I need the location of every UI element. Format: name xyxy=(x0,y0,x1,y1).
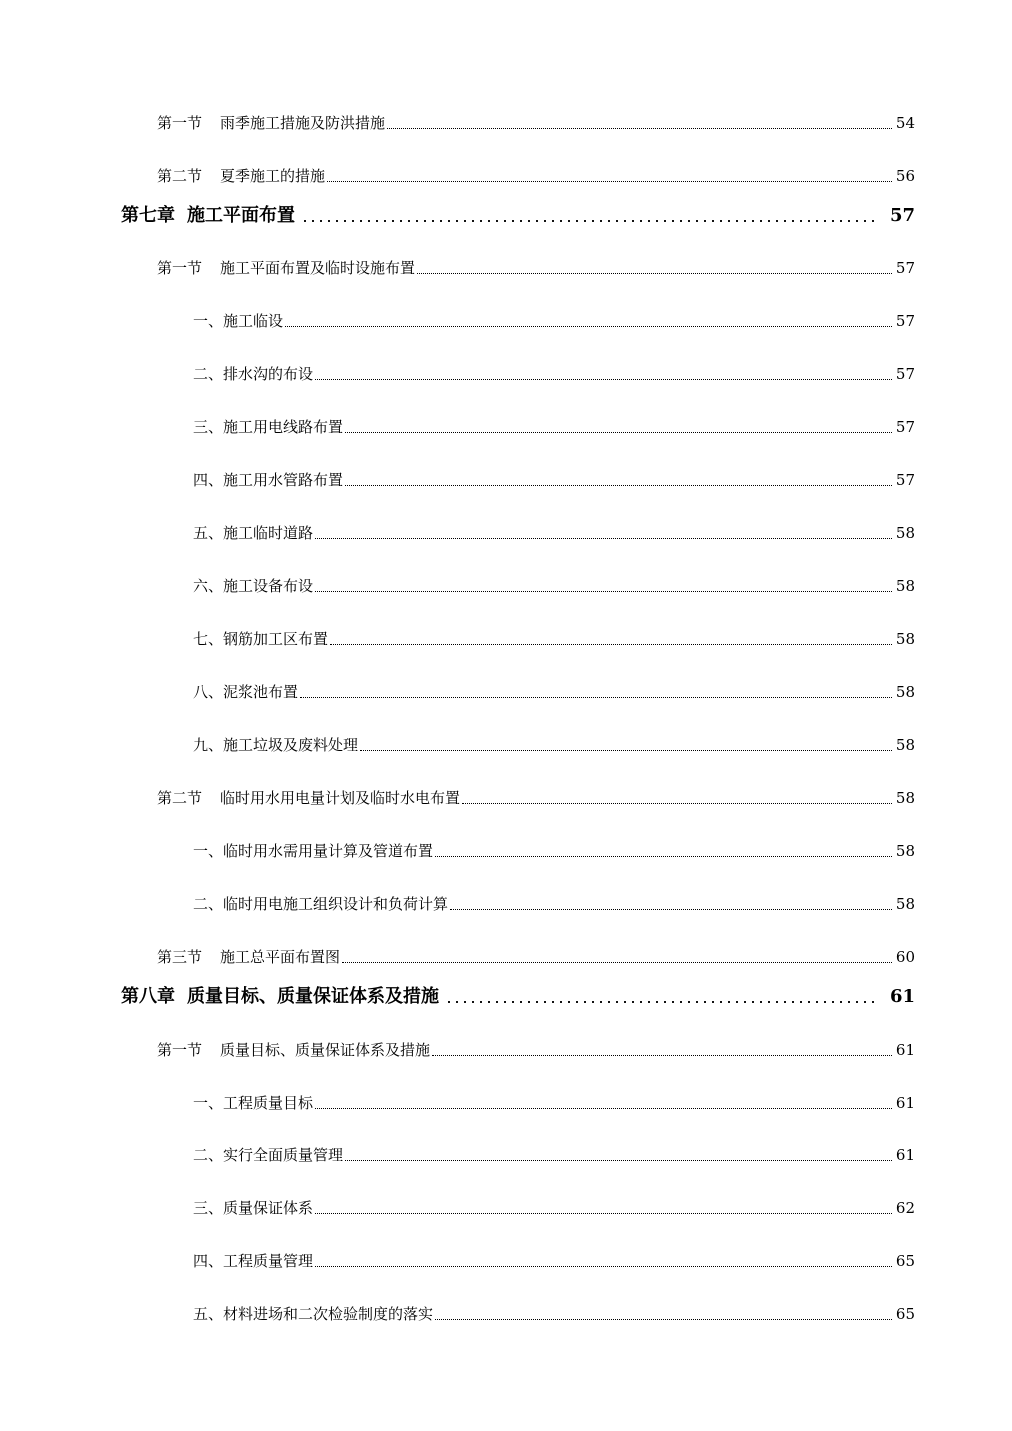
entry-number: 第二节 xyxy=(157,167,203,185)
entry-page-number: 56 xyxy=(895,167,915,185)
entry-page-number: 60 xyxy=(895,948,915,966)
entry-number: 一、 xyxy=(193,1094,224,1112)
entry-title: 质量保证体系 xyxy=(223,1199,314,1217)
entry-page-number: 58 xyxy=(895,736,915,754)
toc-entry[interactable] xyxy=(193,1303,915,1325)
toc-entry[interactable] xyxy=(193,363,915,385)
dot-leader xyxy=(435,1303,892,1325)
dot-leader xyxy=(315,575,892,597)
dot-leader xyxy=(387,112,892,134)
toc-entry[interactable] xyxy=(193,310,915,332)
dot-leader xyxy=(417,257,892,279)
dot-leader xyxy=(435,840,892,862)
entry-title: 夏季施工的措施 xyxy=(220,167,326,185)
toc-entry[interactable] xyxy=(193,628,915,650)
entry-title: 临时用水用电量计划及临时水电布置 xyxy=(220,789,461,807)
entry-page-number: 57 xyxy=(895,418,915,436)
entry-title: 施工垃圾及废料处理 xyxy=(223,736,359,754)
entry-page-number: 57 xyxy=(895,259,915,277)
dot-leader xyxy=(315,1092,892,1114)
dot-leader xyxy=(345,1144,892,1166)
toc-entry[interactable] xyxy=(193,575,915,597)
entry-title: 雨季施工措施及防洪措施 xyxy=(220,114,386,132)
toc-entry[interactable] xyxy=(157,112,915,134)
entry-number: 五、 xyxy=(193,1305,224,1323)
entry-title: 排水沟的布设 xyxy=(223,365,314,383)
dot-leader xyxy=(300,681,892,703)
chapter-number: 第七章 xyxy=(121,205,175,226)
entry-number: 四、 xyxy=(193,471,224,489)
toc-entry[interactable] xyxy=(193,1250,915,1272)
entry-title: 施工总平面布置图 xyxy=(220,948,341,966)
entry-title: 材料进场和二次检验制度的落实 xyxy=(223,1305,434,1323)
dot-leader xyxy=(432,1039,892,1061)
entry-page-number: 61 xyxy=(895,1146,915,1164)
chapter-title: 施工平面布置 xyxy=(187,205,295,226)
entry-number: 第三节 xyxy=(157,948,203,966)
entry-title: 临时用电施工组织设计和负荷计算 xyxy=(223,895,449,913)
dot-leader xyxy=(462,787,892,809)
entry-number: 三、 xyxy=(193,418,224,436)
chapter-title: 质量目标、质量保证体系及措施 xyxy=(187,986,439,1007)
entry-page-number: 58 xyxy=(895,683,915,701)
entry-page-number: 58 xyxy=(895,577,915,595)
entry-page-number: 54 xyxy=(895,114,915,132)
chapter-page-number: 61 xyxy=(889,986,915,1007)
chapter-number: 第八章 xyxy=(121,986,175,1007)
entry-page-number: 58 xyxy=(895,895,915,913)
entry-title: 钢筋加工区布置 xyxy=(223,630,329,648)
toc-entry[interactable] xyxy=(157,1039,915,1061)
entry-title: 实行全面质量管理 xyxy=(223,1146,344,1164)
toc-chapter-entry[interactable] xyxy=(121,984,915,1010)
entry-number: 第一节 xyxy=(157,1041,203,1059)
entry-title: 临时用水需用量计算及管道布置 xyxy=(223,842,434,860)
entry-title: 工程质量目标 xyxy=(223,1094,314,1112)
entry-number: 四、 xyxy=(193,1252,224,1270)
dot-leader xyxy=(450,893,892,915)
entry-page-number: 62 xyxy=(895,1199,915,1217)
entry-page-number: 57 xyxy=(895,365,915,383)
dot-leader xyxy=(445,984,878,1010)
dot-leader xyxy=(285,310,892,332)
toc-entry[interactable] xyxy=(193,840,915,862)
toc-entry[interactable] xyxy=(193,469,915,491)
dot-leader xyxy=(315,1250,892,1272)
entry-number: 二、 xyxy=(193,895,224,913)
entry-number: 一、 xyxy=(193,842,224,860)
toc-entry[interactable] xyxy=(157,787,915,809)
entry-number: 第二节 xyxy=(157,789,203,807)
dot-leader xyxy=(345,416,892,438)
entry-page-number: 58 xyxy=(895,630,915,648)
entry-number: 二、 xyxy=(193,1146,224,1164)
entry-number: 一、 xyxy=(193,312,224,330)
dot-leader xyxy=(330,628,892,650)
entry-number: 六、 xyxy=(193,577,224,595)
entry-title: 施工临设 xyxy=(223,312,284,330)
entry-title: 泥浆池布置 xyxy=(223,683,299,701)
entry-number: 第一节 xyxy=(157,114,203,132)
entry-page-number: 61 xyxy=(895,1041,915,1059)
entry-number: 五、 xyxy=(193,524,224,542)
entry-title: 施工用水管路布置 xyxy=(223,471,344,489)
entry-page-number: 65 xyxy=(895,1252,915,1270)
entry-number: 二、 xyxy=(193,365,224,383)
toc-entry[interactable] xyxy=(157,257,915,279)
entry-page-number: 58 xyxy=(895,789,915,807)
entry-number: 第一节 xyxy=(157,259,203,277)
toc-entry[interactable] xyxy=(193,522,915,544)
dot-leader xyxy=(345,469,892,491)
dot-leader xyxy=(301,203,878,229)
toc-entry[interactable] xyxy=(157,946,915,968)
dot-leader xyxy=(360,734,892,756)
entry-number: 七、 xyxy=(193,630,224,648)
dot-leader xyxy=(342,946,892,968)
chapter-page-number: 57 xyxy=(889,205,915,226)
dot-leader xyxy=(315,363,892,385)
toc-entry[interactable] xyxy=(193,681,915,703)
toc-entry[interactable] xyxy=(193,416,915,438)
entry-page-number: 57 xyxy=(895,471,915,489)
toc-entry[interactable] xyxy=(193,734,915,756)
entry-number: 八、 xyxy=(193,683,224,701)
entry-page-number: 65 xyxy=(895,1305,915,1323)
entry-page-number: 58 xyxy=(895,524,915,542)
toc-chapter-entry[interactable] xyxy=(121,203,915,229)
toc-entry[interactable] xyxy=(157,165,915,187)
entry-title: 质量目标、质量保证体系及措施 xyxy=(220,1041,431,1059)
entry-title: 施工平面布置及临时设施布置 xyxy=(220,259,416,277)
dot-leader xyxy=(327,165,892,187)
entry-title: 施工临时道路 xyxy=(223,524,314,542)
entry-page-number: 61 xyxy=(895,1094,915,1112)
toc-entry[interactable] xyxy=(193,1092,915,1114)
toc-entry[interactable] xyxy=(193,1197,915,1219)
entry-number: 三、 xyxy=(193,1199,224,1217)
entry-number: 九、 xyxy=(193,736,224,754)
dot-leader xyxy=(315,1197,892,1219)
entry-title: 工程质量管理 xyxy=(223,1252,314,1270)
toc-entry[interactable] xyxy=(193,1144,915,1166)
entry-page-number: 57 xyxy=(895,312,915,330)
entry-page-number: 58 xyxy=(895,842,915,860)
dot-leader xyxy=(315,522,892,544)
toc-entry[interactable] xyxy=(193,893,915,915)
entry-title: 施工用电线路布置 xyxy=(223,418,344,436)
entry-title: 施工设备布设 xyxy=(223,577,314,595)
